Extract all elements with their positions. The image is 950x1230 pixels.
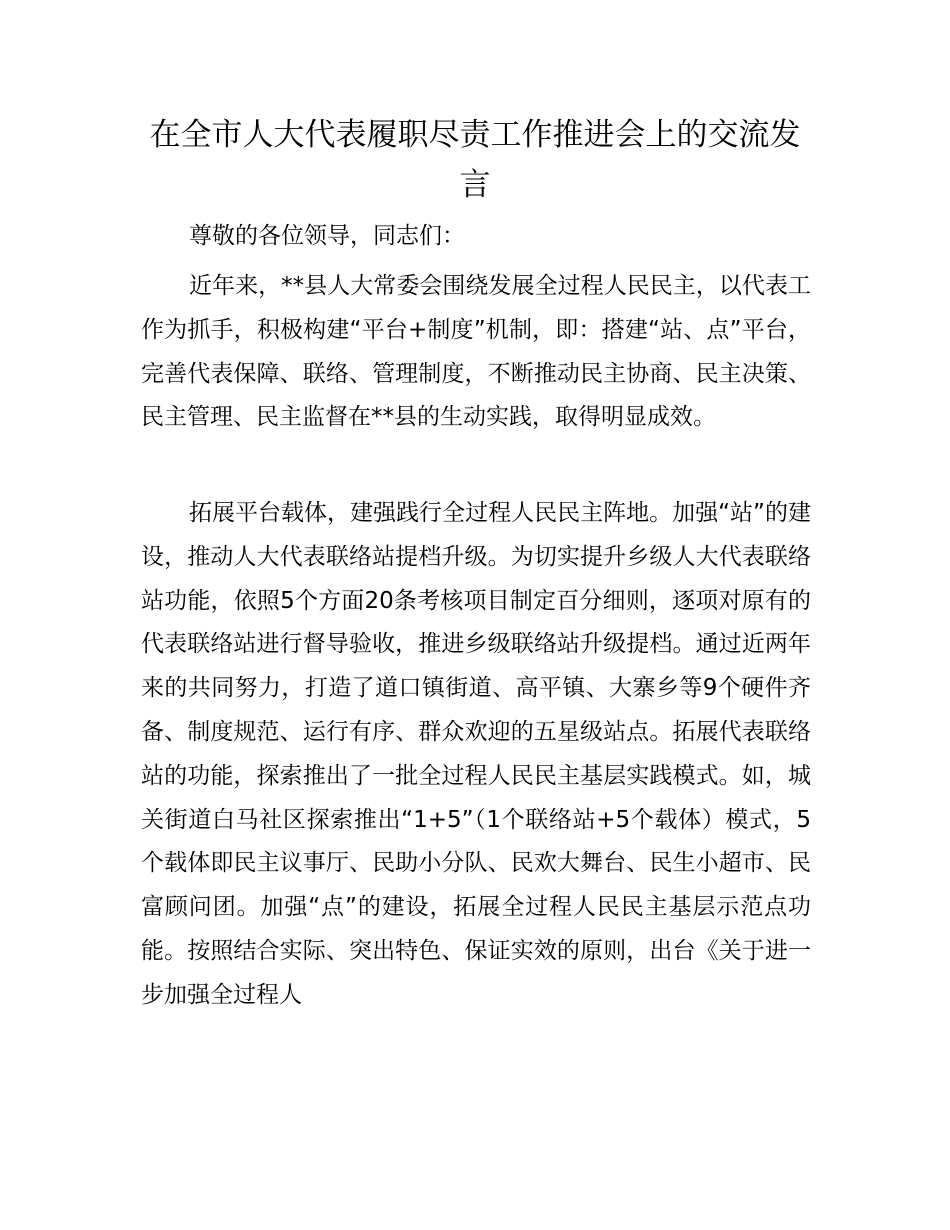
document-title: 在全市人大代表履职尽责工作推进会上的交流发言	[149, 117, 801, 203]
intro-paragraph: 近年来，**县人大常委会围绕发展全过程人民民主，以代表工作为抓手，积极构建“平台+制度”机制，即：搭建“站、点”平台，完善代表保障、联络、管理制度，不断推动民主协商、民主决策、民主管理、民主监督在**县的生动实践，取得明显成效。	[141, 273, 811, 431]
body-paragraph: 拓展平台载体，建强践行全过程人民民主阵地。加强“站”的建设，推动人大代表联络站提档升级。为切实提升乡级人大代表联络站功能，依照5个方面20条考核项目制定百分细则，逐项对原有的代表联络站进行督导验收，推进乡级联络站升级提档。通过近两年来的共同努力，打造了道口镇街道、高平镇、大寨乡等9个硬件齐备、制度规范、运行有序、群众欢迎的五星级站点。拓展代表联络站的功能，探索推出了一批全过程人民民主基层实践模式。如，城关街道白马社区探索推出“1+5”（1个联络站+5个载体）模式，5个载体即民主议事厅、民助小分队、民欢大舞台、民生小超市、民富顾问团。加强“点”的建设，拓展全过程人民民主基层示范点功能。按照结合实际、突出特色、保证实效的原则，出台《关于进一步加强全过程人	[141, 500, 811, 1008]
greeting-paragraph: 尊敬的各位领导，同志们：	[189, 223, 465, 249]
